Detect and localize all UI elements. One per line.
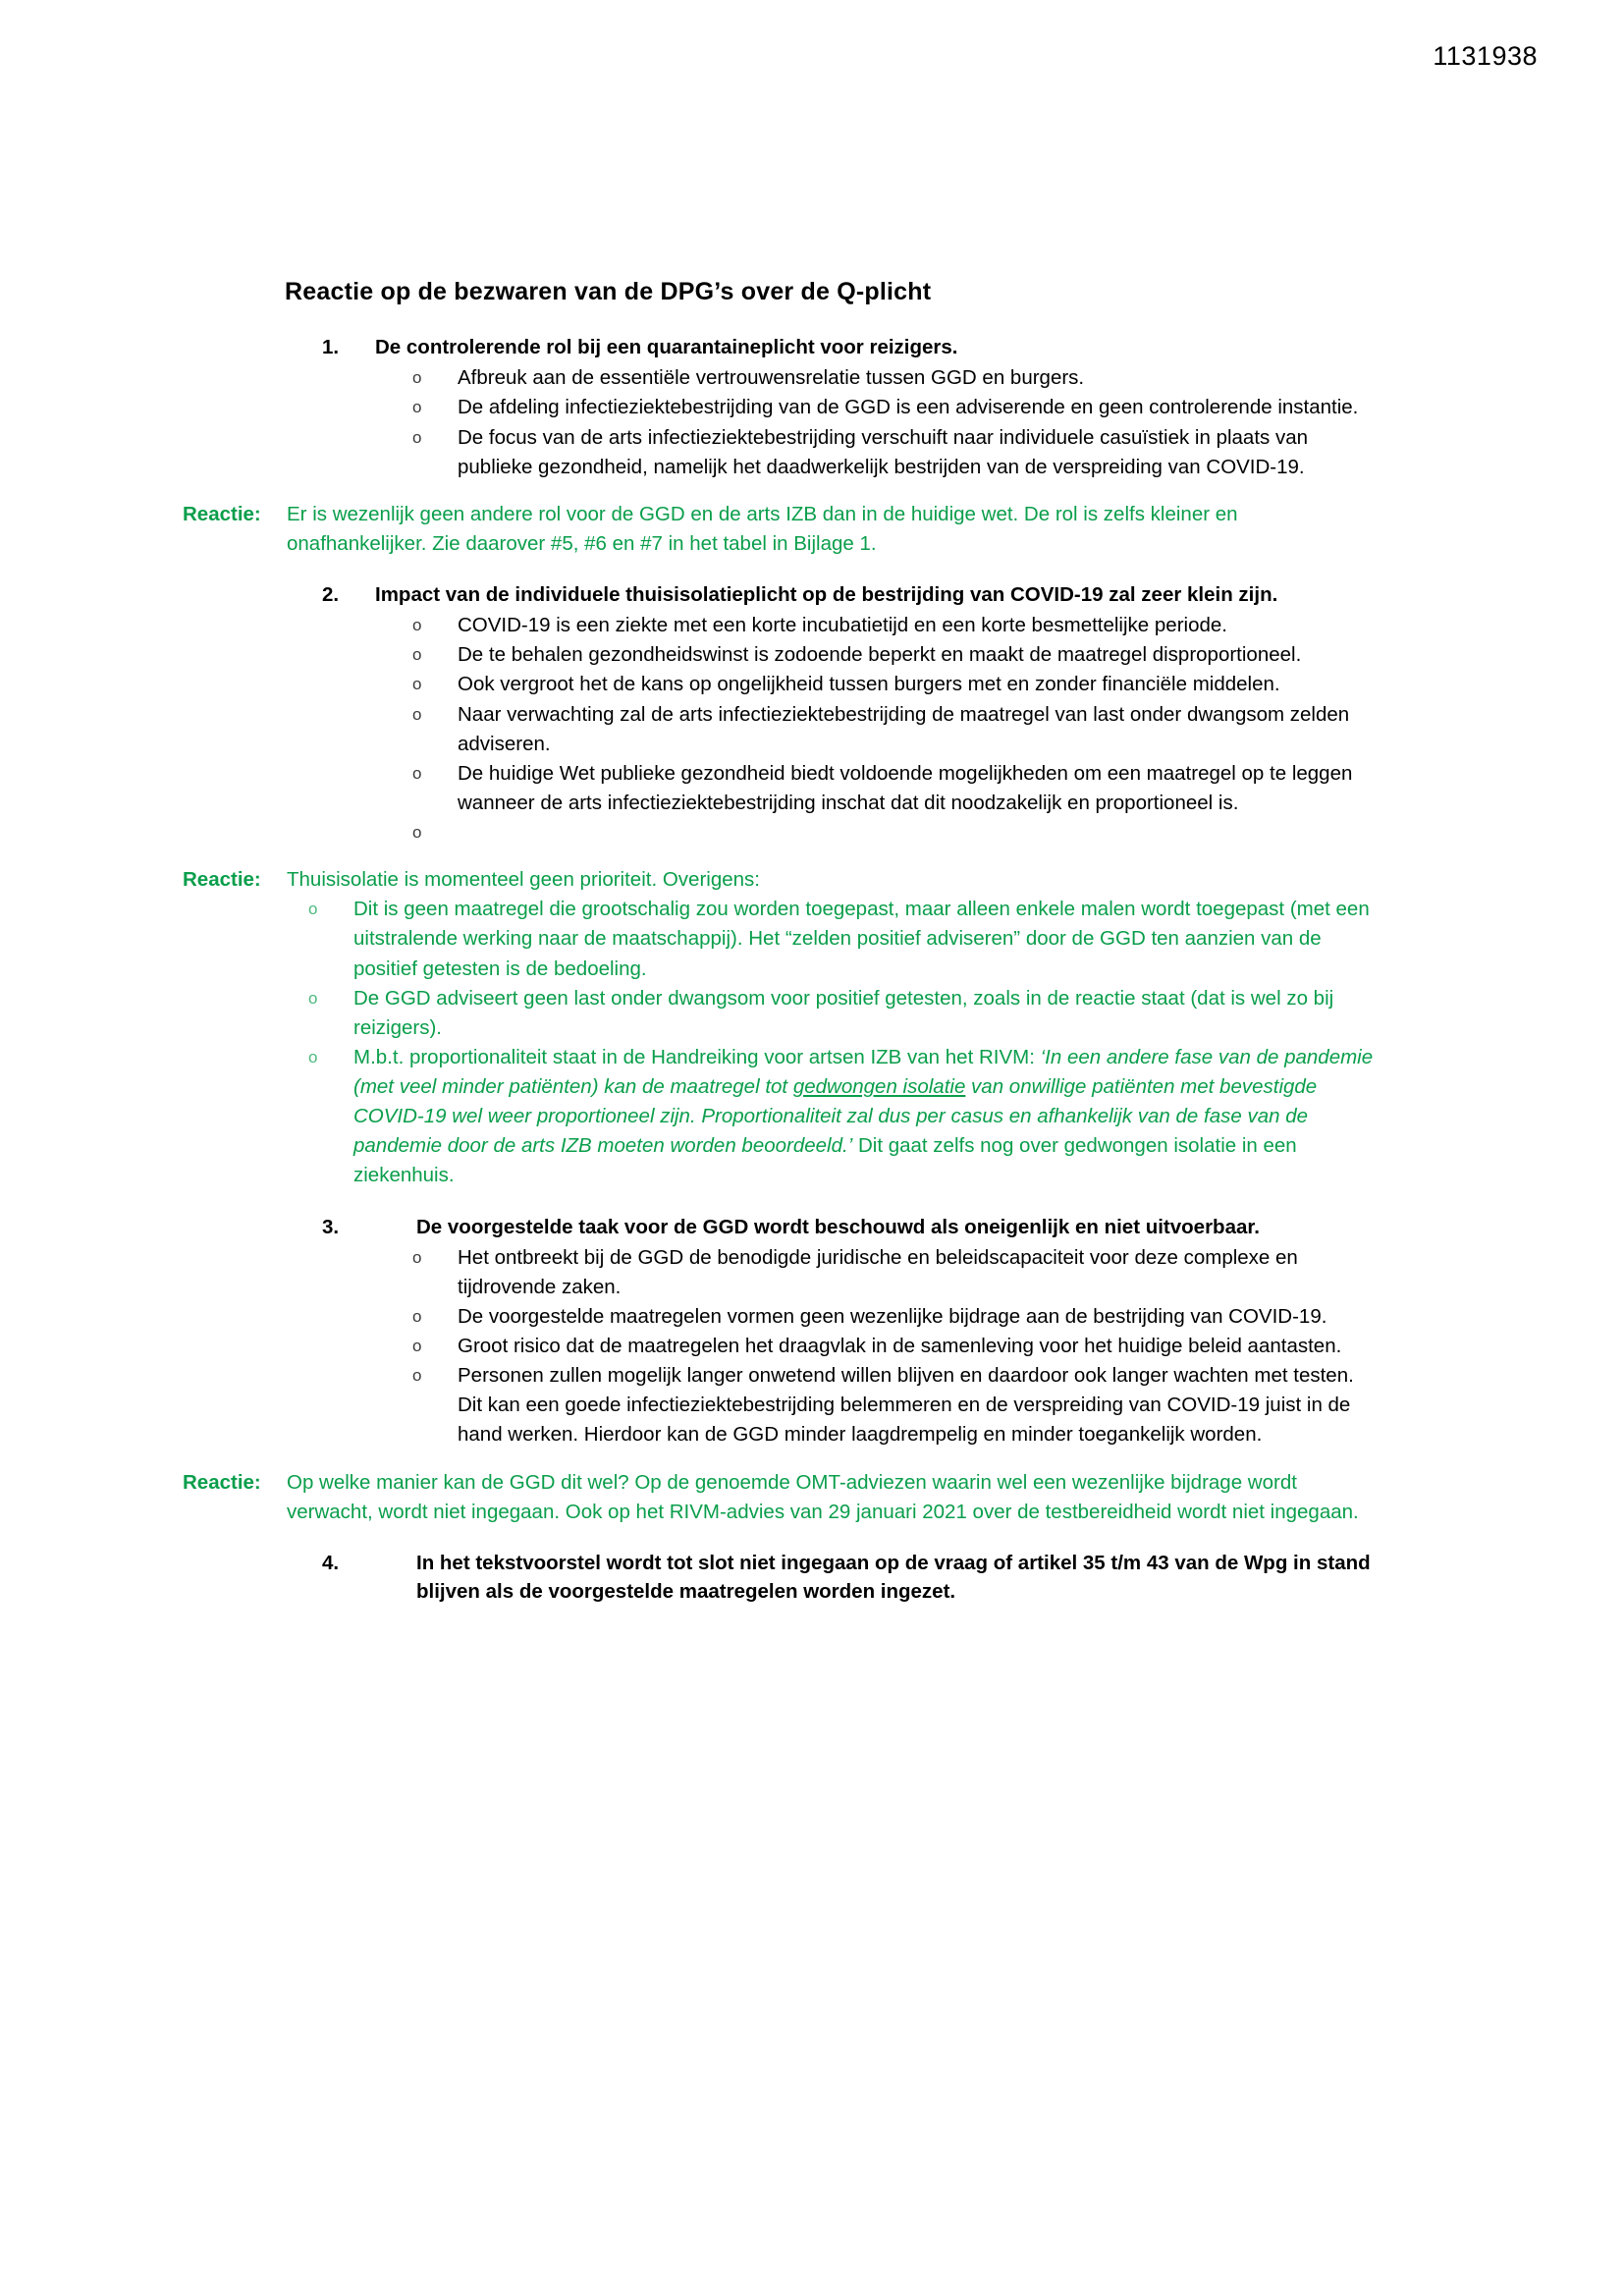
list-item bbox=[285, 670, 1384, 699]
list-item bbox=[285, 700, 1384, 759]
section-1 bbox=[183, 333, 1384, 559]
list-item-text: COVID-19 is een ziekte met een korte incubatietijd en een korte besmettelijke periode. bbox=[458, 614, 1227, 637]
section-number: 2. bbox=[322, 583, 340, 607]
reactie-bullet-list bbox=[285, 895, 1384, 1190]
list-item-text: Personen zullen mogelijk langer onwetend willen blijven en daardoor ook langer wachten met testen. Dit kan een goede infectieziektebestrijding belemmeren en de verspreiding van COVID-19 juist in de hand werken. Hierdoor kan de GGD minder laagdrempelig en minder toegankelijk worden. bbox=[458, 1364, 1354, 1447]
reactie-block bbox=[183, 865, 1384, 1190]
reactie-list-item-text bbox=[353, 895, 1384, 983]
text-run: Dit gaat zelfs nog over gedwongen isolatie in een ziekenhuis. bbox=[353, 1134, 1297, 1187]
list-item-text: Ook vergroot het de kans op ongelijkheid tussen burgers met en zonder financiële middelen. bbox=[458, 673, 1280, 696]
list-item bbox=[285, 363, 1384, 393]
document-content bbox=[183, 277, 1384, 1608]
list-item bbox=[285, 759, 1384, 818]
section-heading bbox=[285, 333, 1384, 361]
list-item-text: De te behalen gezondheidswinst is zodoende beperkt en maakt de maatregel disproportioneel. bbox=[458, 643, 1302, 667]
bullet-marker-icon: o bbox=[412, 823, 422, 843]
list-item-text: Groot risico dat de maatregelen het draagvlak in de samenleving voor het huidige beleid aantasten. bbox=[458, 1335, 1342, 1358]
section-3 bbox=[183, 1213, 1384, 1527]
list-item-text: De voorgestelde maatregelen vormen geen wezenlijke bijdrage aan de bestrijding van COVID-19. bbox=[458, 1304, 1327, 1328]
text-run: ‘In een andere fase van de pandemie (met veel minder patiënten) kan de maatregel tot bbox=[353, 1045, 1374, 1099]
bullet-list bbox=[285, 611, 1384, 847]
bullet-marker-icon: o bbox=[412, 1337, 422, 1356]
text-run: van onwillige patiënten met bevestigde COVID-19 wel weer proportioneel zijn. Proportionaliteit zal dus per casus en afhankelijk van de fase van de pandemie door de arts IZB moeten worden beoordeeld.’ bbox=[353, 1075, 1318, 1158]
reactie-header bbox=[183, 1468, 1384, 1527]
section-heading bbox=[285, 1549, 1384, 1606]
text-run: De GGD adviseert geen last onder dwangsom voor positief getesten, zoals in de reactie staat (dat is wel zo bij reizigers). bbox=[353, 986, 1334, 1039]
bullet-marker-icon: o bbox=[412, 645, 422, 665]
bullet-marker-icon: o bbox=[412, 1247, 422, 1267]
reactie-label: Reactie: bbox=[183, 868, 261, 892]
list-item bbox=[285, 423, 1384, 482]
reactie-list-item-text bbox=[353, 1043, 1384, 1191]
list-item bbox=[285, 1243, 1384, 1302]
reactie-header bbox=[183, 500, 1384, 559]
reactie-list-item bbox=[285, 984, 1384, 1043]
reactie-block bbox=[183, 500, 1384, 559]
bullet-marker-icon: o bbox=[308, 988, 318, 1008]
reactie-header bbox=[183, 865, 1384, 895]
section-2 bbox=[183, 580, 1384, 1190]
list-item bbox=[285, 1332, 1384, 1361]
list-item-text: De afdeling infectieziektebestrijding van de GGD is een adviserende en geen controlerende instantie. bbox=[458, 396, 1359, 419]
list-item bbox=[285, 1302, 1384, 1332]
reactie-label: Reactie: bbox=[183, 1470, 261, 1494]
bullet-marker-icon: o bbox=[308, 1047, 318, 1066]
bullet-marker-icon: o bbox=[412, 398, 422, 417]
section-heading bbox=[285, 580, 1384, 609]
bullet-marker-icon: o bbox=[412, 675, 422, 694]
list-item-text: Het ontbreekt bij de GGD de benodigde juridische en beleidscapaciteit voor deze complexe en tijdrovende zaken. bbox=[458, 1245, 1298, 1298]
section-number: 3. bbox=[322, 1215, 340, 1238]
bullet-marker-icon: o bbox=[412, 616, 422, 635]
text-run: M.b.t. proportionaliteit staat in de Handreiking voor artsen IZB van het RIVM: bbox=[353, 1045, 1041, 1068]
list-item-text: Naar verwachting zal de arts infectieziektebestrijding de maatregel van last onder dwangsom zelden adviseren. bbox=[458, 702, 1350, 755]
section-heading-text: In het tekstvoorstel wordt tot slot niet ingegaan op de vraag of artikel 35 t/m 43 van de Wpg in stand blijven als de voorgestelde maatregelen worden ingezet. bbox=[416, 1551, 1371, 1603]
list-item bbox=[285, 611, 1384, 640]
reactie-label: Reactie: bbox=[183, 502, 261, 525]
bullet-marker-icon: o bbox=[412, 368, 422, 388]
list-item bbox=[285, 1361, 1384, 1449]
section-heading-text: Impact van de individuele thuisisolatieplicht op de bestrijding van COVID-19 zal zeer klein zijn. bbox=[375, 583, 1278, 607]
section-heading bbox=[285, 1213, 1384, 1241]
bullet-marker-icon: o bbox=[412, 704, 422, 724]
reactie-list-item bbox=[285, 895, 1384, 983]
list-item bbox=[285, 818, 1384, 847]
bullet-marker-icon: o bbox=[412, 1306, 422, 1326]
reactie-list-item-text bbox=[353, 984, 1384, 1043]
section-heading-text: De voorgestelde taak voor de GGD wordt beschouwd als oneigenlijk en niet uitvoerbaar. bbox=[416, 1215, 1260, 1238]
reactie-text: Op welke manier kan de GGD dit wel? Op de genoemde OMT-adviezen waarin wel een wezenlijke bijdrage wordt verwacht, wordt niet ingegaan. Ook op het RIVM-advies van 29 januari 2021 over de testbereidheid wordt niet ingegaan. bbox=[287, 1470, 1359, 1523]
bullet-marker-icon: o bbox=[308, 900, 318, 919]
list-item-text: Afbreuk aan de essentiële vertrouwensrelatie tussen GGD en burgers. bbox=[458, 366, 1085, 390]
list-item-text: De huidige Wet publieke gezondheid biedt voldoende mogelijkheden om een maatregel op te leggen wanneer de arts infectieziektebestrijding inschat dat dit noodzakelijk en proportioneel is. bbox=[458, 761, 1353, 814]
reactie-list-item bbox=[285, 1043, 1384, 1191]
list-item-text bbox=[458, 818, 1384, 847]
sections-container bbox=[183, 333, 1384, 1606]
page-title: Reactie op de bezwaren van de DPG’s over de Q-plicht bbox=[285, 278, 932, 305]
page-number: 1131938 bbox=[1433, 41, 1538, 71]
reactie-block bbox=[183, 1468, 1384, 1527]
section-heading-text: De controlerende rol bij een quarantaineplicht voor reizigers. bbox=[375, 336, 958, 359]
text-run: gedwongen isolatie bbox=[792, 1075, 966, 1099]
reactie-text: Er is wezenlijk geen andere rol voor de GGD en de arts IZB dan in de huidige wet. De rol is zelfs kleiner en onafhankelijker. Zie daarover #5, #6 en #7 in het tabel in Bijlage 1. bbox=[287, 502, 1238, 555]
bullet-list bbox=[285, 1243, 1384, 1450]
bullet-list bbox=[285, 363, 1384, 482]
section-4 bbox=[285, 1549, 1384, 1606]
list-item-text: De focus van de arts infectieziektebestrijding verschuift naar individuele casuïstiek in plaats van publieke gezondheid, namelijk het daadwerkelijk bestrijden van de verspreiding van COVID-19. bbox=[458, 425, 1309, 478]
text-run: Dit is geen maatregel die grootschalig zou worden toegepast, maar alleen enkele malen wordt toegepast (met een uitstralende werking naar de maatschappij). Het “zelden positief adviseren” door de GGD ten aanzien van de positief getesten is de bedoeling. bbox=[353, 898, 1370, 980]
list-item bbox=[285, 393, 1384, 422]
reactie-text: Thuisisolatie is momenteel geen prioriteit. Overigens: bbox=[287, 868, 760, 892]
list-item bbox=[285, 640, 1384, 670]
bullet-marker-icon: o bbox=[412, 427, 422, 447]
section-number: 1. bbox=[322, 336, 340, 359]
section-number: 4. bbox=[322, 1551, 340, 1574]
bullet-marker-icon: o bbox=[412, 1366, 422, 1386]
bullet-marker-icon: o bbox=[412, 763, 422, 783]
